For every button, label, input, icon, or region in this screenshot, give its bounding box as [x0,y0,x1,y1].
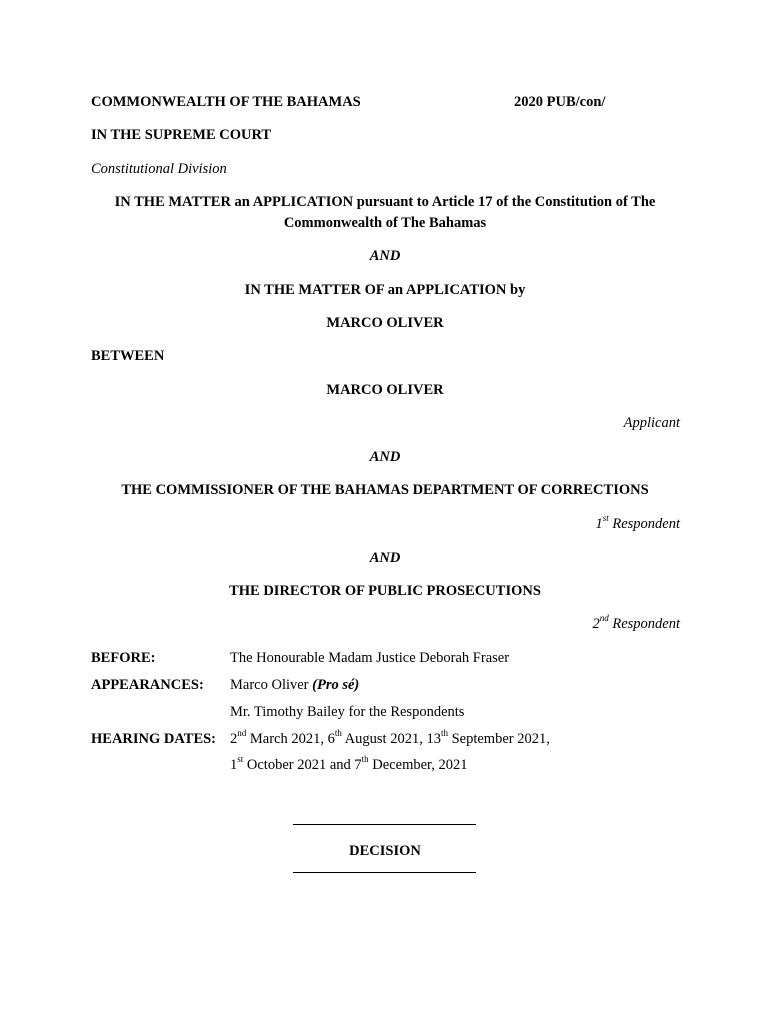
hearing-dates-label: HEARING DATES: [91,731,217,747]
hearing-date-4-suffix: st [237,754,244,765]
matter-line-2: Commonwealth of The Bahamas [283,215,487,231]
appearance-1-name: Marco Oliver [230,677,309,693]
respondent-2-name: THE DIRECTOR OF PUBLIC PROSECUTIONS [229,583,541,599]
hearing-date-1-day: 2 [230,731,238,747]
appearance-2: Mr. Timothy Bailey for the Respondents [230,704,465,720]
hearing-dates-line-2 [230,754,468,774]
hearing-date-2-day: 6 [327,731,335,747]
applicant-role: Applicant [623,415,680,431]
and-separator-3: AND [369,550,401,566]
before-value: The Honourable Madam Justice Deborah Fraser [230,650,510,666]
decision-title: DECISION [349,843,421,859]
before-label: BEFORE: [91,650,156,666]
hearing-dates-line-1 [230,728,550,748]
respondent-1-ordinal: 1 [595,516,603,532]
respondent-1-name: THE COMMISSIONER OF THE BAHAMAS DEPARTMENT OF CORRECTIONS [121,482,649,498]
between-label: BETWEEN [91,348,165,364]
decision-rule-top [293,824,476,825]
hearing-date-4-day: 1 [230,757,238,773]
case-number: 2020 PUB/con/ [514,94,606,110]
appearance-1-note: (Pro sé) [312,677,360,693]
hearing-date-3-suffix: th [440,728,448,739]
hearing-date-1-rest: March 2021, [246,731,328,747]
jurisdiction-heading: COMMONWEALTH OF THE BAHAMAS [91,94,361,110]
respondent-1-role-line [595,513,680,533]
respondent-1-suffix: st [602,513,609,524]
hearing-date-4-rest: October 2021 and [243,757,355,773]
and-separator-2: AND [369,449,401,465]
applicant-name: MARCO OLIVER [326,382,444,398]
matter-application-by: IN THE MATTER OF an APPLICATION by [244,282,526,298]
hearing-date-5-suffix: th [361,754,369,765]
hearing-date-3-rest: September 2021, [447,731,550,747]
decision-rule-bottom [293,872,476,873]
respondent-2-suffix: nd [599,613,609,624]
appearances-label: APPEARANCES: [91,677,204,693]
hearing-date-5-day: 7 [354,757,362,773]
appearance-1 [230,677,359,694]
hearing-date-3-day: 13 [426,731,441,747]
and-separator-1: AND [369,248,401,264]
respondent-2-role-line [592,613,680,633]
respondent-2-ordinal: 2 [592,616,600,632]
hearing-date-1-suffix: nd [237,728,247,739]
respondent-1-role: Respondent [612,516,680,532]
applicant-name-heading: MARCO OLIVER [326,315,444,331]
hearing-date-2-suffix: th [334,728,342,739]
respondent-2-role: Respondent [612,616,680,632]
division-heading: Constitutional Division [91,161,227,177]
matter-line-1: IN THE MATTER an APPLICATION pursuant to Article 17 of the Constitution of The [114,194,656,210]
court-heading: IN THE SUPREME COURT [91,127,272,143]
hearing-date-2-rest: August 2021, [341,731,427,747]
hearing-date-5-rest: December, 2021 [368,757,468,773]
